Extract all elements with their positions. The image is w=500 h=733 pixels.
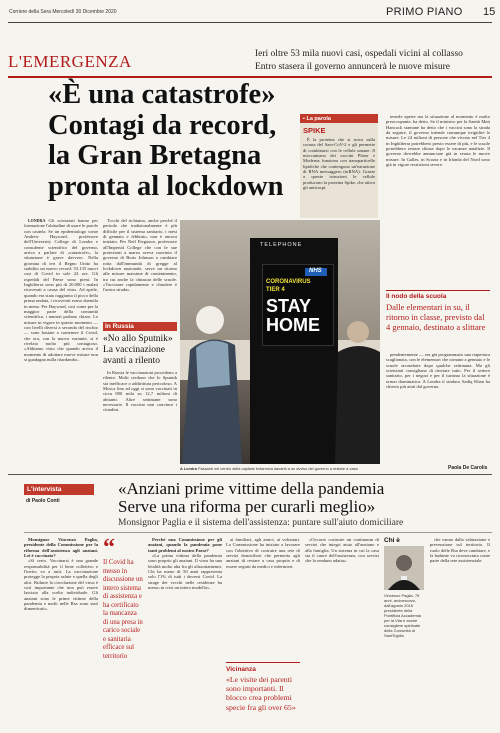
interview-deck: Monsignor Paglia e il sistema dell'assistenza: puntare sull'aiuto domiciliare	[118, 518, 404, 528]
photo-caption-city: A Londra	[180, 466, 197, 471]
page-number: 15	[483, 6, 496, 18]
interview-col6	[430, 537, 490, 730]
article1-dateline: LONDRA	[28, 218, 46, 223]
schools-col	[386, 352, 490, 458]
article1-right-col	[386, 114, 490, 289]
interview-col3-text: «La prima vittima della pandemia sono proprio gli anziani. Il virus ha una letalità molto alta fra gli ultraottantenni. Chi ha meno di 50 anni rappresenta solo l'1% di tutti i decessi Covid. La strage dei vecchi nelle residenze ha messo in crisi un intero modello».	[148, 553, 222, 591]
sign-home: HOME	[266, 315, 320, 335]
masthead-rule	[8, 22, 492, 23]
nhs-logo: NHS	[309, 268, 322, 274]
interview-col5	[305, 537, 379, 730]
interview-col1	[24, 537, 98, 730]
sidebar-label-text: La parola	[306, 115, 331, 122]
russia-box	[103, 322, 177, 464]
russia-subtitle-1: La vaccinazione	[103, 345, 165, 355]
sidebar-text	[303, 137, 375, 217]
interview-col4-text: ai familiari, agli amici, ai volontari. La Commissione ha iniziato a lavorare con l'obiettivo di costruire una rete di servizi domiciliari che permetta agli anziani di restare a casa propria e di essere seguiti da medici e infermieri.	[226, 537, 300, 569]
london-photo	[180, 220, 380, 464]
rubric-line2: Entro stasera il governo annuncerà le nuove misure	[255, 62, 450, 72]
interview-label: L'intervista	[24, 484, 94, 495]
rubric-line1: Ieri oltre 53 mila nuovi casi, ospedali vicini al collasso	[255, 49, 463, 59]
russia-subtitle-2: avanti a rilento	[103, 356, 160, 366]
sidebar-label	[300, 114, 378, 123]
headline-line-3: la Gran Bretagna	[48, 140, 262, 171]
rubric-label: L'EMERGENZA	[8, 52, 132, 71]
interview-question: Perché una Commissione per gli anziani, quando la pandemia pone tanti problemi al nostro Paese?	[148, 537, 222, 553]
quote-box	[103, 537, 143, 730]
sidebar-text-body: È la proteina che si trova sulla corona del Sars-CoV-2 e gli permette di combinarsi con le cellule umane. Il meccanismo dei vaccini Pfizer e Moderna funziona con nanoparticelle lipidiche che contengono un'istruzione di RNA messaggero (mRNA). Grazie a queste istruzioni le cellule producono la proteina Spike, che attiva gli anticorpi.	[303, 137, 375, 191]
sign-stay: STAY	[266, 296, 312, 316]
interview-byline: di Paolo Conti	[26, 498, 60, 504]
section-label: PRIMO PIANO	[386, 6, 463, 18]
interview-col1-text: «Sì certo. Vaccinarsi è una grande responsabilità per il bene collettivo e l'invito va a tutti. La vaccinazione protegge la propria salute e quella degli altri. Ridurre la circolazione del virus è così importante che non può essere lasciato alla scelta individuale. Gli anziani sono le prime vittime della pandemia e molti nelle Rsa sono stati dimenticati».	[24, 558, 98, 612]
headline-line-4: pronta al lockdown	[48, 170, 284, 202]
interview-col6-text: che vanno dalla valutazione e prevenzione sul territorio. Il ruolo delle Rsa deve cambiare, e la badante va riconosciuta come parte della rete assistenziale.	[430, 537, 490, 564]
article1-col1	[24, 218, 98, 464]
interview-col4	[226, 537, 300, 655]
portrait-caption: Vincenzo Paglia, 75 anni, arcivescovo, dall'agosto 2016 presidente della Pontificia Accademia per la Vita e anche consigliere spirituale della Comunità di Sant'Egidio	[384, 593, 421, 638]
rubric-rule	[8, 76, 492, 78]
article1-col1-text: Gli scienziati hanno per formazione l'abitudine di usare le parole con cautela. Se un epidemiologo come Andrew Hayward, professore dell'University College di Londra e consulente scientifico del governo, arriva a parlare di «catastrofe», la situazione è grave davvero. Nella giornata di ieri il Regno Unito ha stabilito un nuovo record: 53.135 nuovi casi di Covid in sole 24 ore. Gli ospedali del Paese sono pieni. In Inghilterra sono più di 20.000 i malati ricoverati a causa del virus. Ad aprile, quando era stato raggiunto il picco della prima ondata, i ricoverati erano duemila in meno. Per Hayward, così come per la maggior parte della comunità scientifica, i numeri parlano chiaro. Le misure in vigore in questo momento — con livelli diversi a seconda del rischio — sono bastate a contenere il Covid, che ora, con la nuova variante, si è rivelato molto più contagioso. «Abbiamo visto che quando arriva il momento di adottare nuove misure non si guadagna nulla ritardando».	[24, 218, 98, 362]
quote-mark-icon: “	[103, 535, 115, 561]
russia-title: «No allo Sputnik»	[103, 334, 173, 344]
headline-line-2: Contagi da record,	[48, 109, 277, 141]
vicinanza-rule	[226, 662, 300, 663]
pull-quote: Il Covid ha messo in discussione un intero sistema di assistenza e ha certificato la mancanza di una presa in carico sociale e sanitaria efficace sul territorio	[103, 559, 143, 660]
interview-headline	[118, 480, 490, 515]
interview-headline-2: Serve una riforma per curarli meglio»	[118, 496, 376, 516]
book-icon: ▪	[303, 115, 305, 122]
phone-box-label: TELEPHONE	[260, 242, 303, 248]
sidebar-word: SPIKE	[303, 126, 326, 135]
headline-line-1: «È una catastrofe»	[48, 79, 276, 110]
vicinanza-title: Vicinanza	[226, 666, 256, 673]
article1-right-text: tenerle aperte ma la situazione al momento è molto preoccupante, ha detto. Se il ministro per la Sanità Matt Hancock stamane ha detto che i vaccini sono la strada da seguire, il governo intende comunque irrigidire le misure. Le 24 milioni di persone che vivono nel Tier 4 in Inghilterra potrebbero presto essere di più, e le scuole potrebbero restare chiuse dopo le vacanze natalizie. Il governo dovrebbe annunciare già in serata le nuove misure. In Galles, in Scozia e in Irlanda del Nord sono già in vigore restrizioni severe.	[386, 114, 490, 168]
interview-col5-text: «Occorre costruire un continuum di servizi che integri aiuto all'anziano e alla famiglia. Un sistema in cui la casa sia il cuore dell'assistenza, con servizi che la rendano adatta».	[305, 537, 379, 564]
main-headline	[48, 80, 298, 202]
portrait-box	[384, 537, 426, 638]
section-divider	[8, 474, 492, 475]
masthead-date: Corriere della Sera Mercoledì 30 Dicembre 2020	[9, 9, 117, 15]
portrait-title: Chi è	[384, 537, 400, 544]
photo-caption	[180, 466, 380, 471]
article1-col2-text: Tocchi del richiamo, anche perché il periodo che tradizionalmente è più difficile per il sistema sanitario, i mesi di gennaio e febbraio, non è ancora iniziato. Per Neil Ferguson, professore all'Imperial College che con le sue proiezioni a marzo aveva convinto il governo di Boris Johnson a cambiare rotta dall'immunità di gregge al lockdown nazionale, serve un ritorno alle misure massime di contenimento, tra cui anche la chiusura delle scuole. «Vaccinare rapidamente e chiudere è l'unica strada».	[103, 218, 177, 293]
interview-rule	[24, 532, 492, 533]
byline-de-carolis: Paola De Carolis	[448, 465, 488, 471]
schools-deck: Dalle elementari in su, il ritorno in classe, previsto dal 4 gennaio, destinato a slittare	[386, 302, 486, 332]
sign-coronavirus: CORONAVIRUS	[266, 279, 311, 285]
russia-text-body: In Russia le vaccinazioni procedono a rilento. Molti credono che lo Sputnik sia inefficace o addirittura pericoloso. A Mosca fino ad oggi si sono vaccinati in circa 800 mila su 12,7 milioni di abitanti. Altre settimane sono necessarie. Il vaccino non convince i cittadini.	[103, 370, 177, 413]
interview-intro: Monsignor Vincenzo Paglia, presidente della Commissione per la riforma dell'assistenza agli anziani. Lei è vaccinato?	[24, 537, 98, 559]
schools-rule	[386, 290, 490, 291]
sidebar-la-parola	[300, 114, 378, 218]
photo-caption-text: Passanti nel centro della capitale britannica davanti a un avviso del governo a restare a casa	[198, 466, 358, 471]
vicinanza-box	[226, 662, 300, 712]
interview-col3	[148, 537, 222, 730]
sign-tier: TIER 4	[266, 287, 285, 293]
article1-col2	[103, 218, 177, 318]
russia-text	[103, 370, 177, 462]
interview-headline-1: «Anziani prime vittime della pandemia	[118, 479, 385, 498]
portrait-photo	[384, 546, 424, 590]
pedestrians-illustration	[180, 220, 380, 464]
russia-kicker: In Russia	[103, 322, 177, 331]
schools-title: Il nodo della scuola	[386, 293, 447, 300]
schools-text: pendentemente — era già programmato una riapertura scaglionata, con le elementari che tornano a gennaio e le scuole secondarie dopo qualche settimana. Ma gli scienziati consigliano di rinviare tutto. Per il settore sanitario, per i negozi e per il turismo la situazione è ormai drammatica. A Londra il sindaco Sadiq Khan ha chiesto più aiuti dal governo.	[386, 352, 490, 390]
vicinanza-text: «Le visite dei parenti sono importanti. Il blocco crea problemi specie fra gli over 65»	[226, 675, 296, 712]
